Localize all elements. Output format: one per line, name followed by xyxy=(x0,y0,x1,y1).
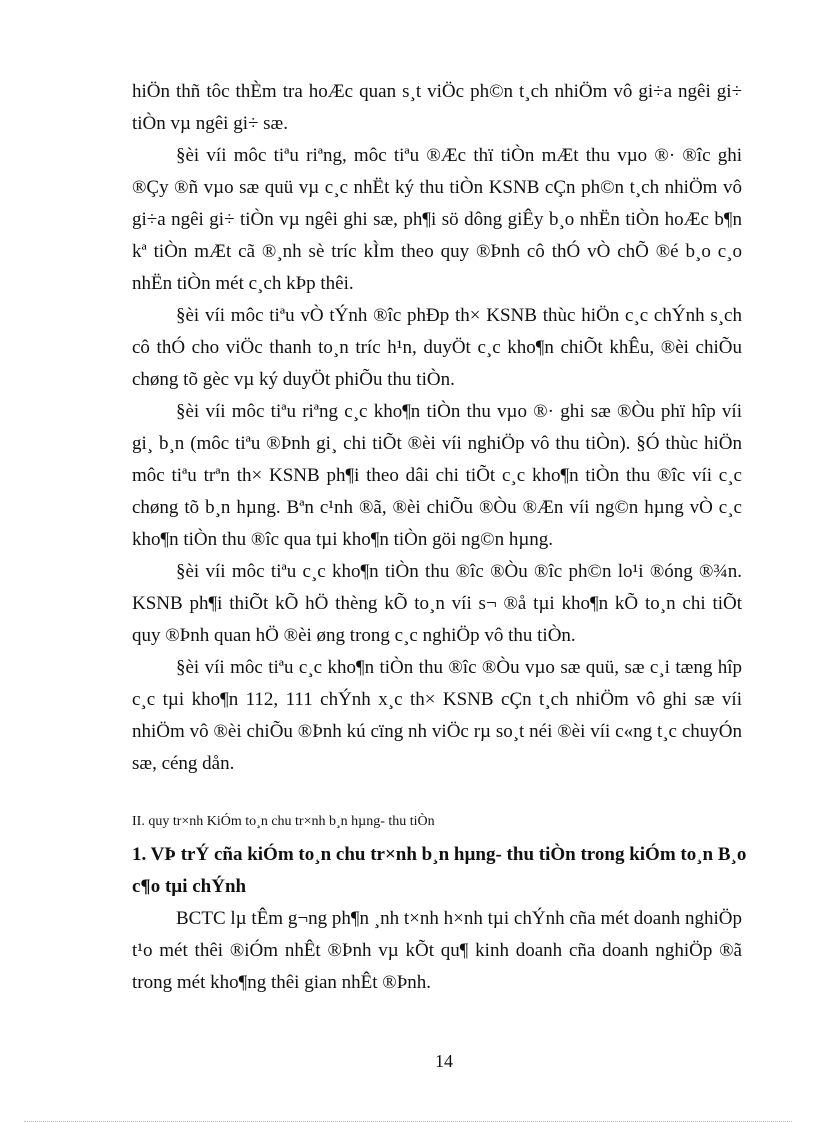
page-number: 14 xyxy=(435,1051,453,1071)
paragraph: §èi víi môc tiªu riªng c¸c kho¶n tiÒn thu vµo ®· ghi sæ ®Òu phï hîp víi gi¸ b¸n (môc tiªu ®Þnh gi¸ chi tiÕt ®èi víi nghiÖp vô thu tiÒn). §Ó thùc hiÖn môc tiªu trªn th× KSNB ph¶i theo dâi chi tiÕt c¸c kho¶n tiÒn thu ®îc víi c¸c chøng tõ b¸n hµng. Bªn c¹nh ®ã, ®èi chiÕu ®Òu ®Æn víi ng©n hµng vÒ c¸c kho¶n tiÒn thu ®îc qua tµi kho¶n tiÒn göi ng©n hµng. xyxy=(132,401,742,550)
closing-body-text xyxy=(132,903,742,999)
paragraph: BCTC lµ tÊm g¬ng ph¶n ¸nh t×nh h×nh tµi chÝnh cña mét doanh nghiÖp t¹o mét thêi ®iÓm nhÊt ®Þnh vµ kÕt qu¶ kinh doanh cña doanh nghiÖp ®ã trong mét kho¶ng thêi gian nhÊt ®Þnh. xyxy=(132,908,742,993)
page-bottom-divider xyxy=(24,1121,792,1122)
paragraph: §èi víi môc tiªu c¸c kho¶n tiÒn thu ®îc ®Òu vµo sæ quü, sæ c¸i tæng hîp c¸c tµi kho¶n 112, 111 chÝnh x¸c th× KSNB cÇn t¸ch nhiÖm vô ghi sæ víi nhiÖm vô ®èi chiÕu ®Þnh kú cïng nh viÖc rµ so¸t néi ®èi víi c«ng t¸c chuyÓn sæ, céng dån. xyxy=(132,657,742,774)
body-text xyxy=(132,76,742,780)
paragraph: §èi víi môc tiªu riªng, môc tiªu ®Æc thï tiÒn mÆt thu vµo ®· ®îc ghi ®Çy ®ñ vµo sæ quü vµ c¸c nhËt ký thu tiÒn KSNB cÇn ph©n t¸ch nhiÖm vô gi÷a ngêi gi÷ tiÒn vµ ngêi ghi sæ, ph¶i sö dông giÊy b¸o nhËn tiÒn hoÆc b¶n kª tiÒn mÆt cã ®¸nh sè tríc kÌm theo quy ®Þnh cô thÓ vÒ chÕ ®é b¸o c¸o nhËn tiÒn mét c¸ch kÞp thêi. xyxy=(132,145,742,294)
section-heading: II. quy tr×nh KiÓm to¸n chu tr×nh b¸n hµng- thu tiÒn xyxy=(132,814,435,829)
paragraph: §èi víi môc tiªu c¸c kho¶n tiÒn thu ®îc ®Òu ®îc ph©n lo¹i ®óng ®¾n. KSNB ph¶i thiÕt kÕ hÖ thèng kÕ to¸n víi s¬ ®å tµi kho¶n kÕ to¸n chi tiÕt quy ®Þnh quan hÖ ®èi øng trong c¸c nghiÖp vô thu tiÒn. xyxy=(132,561,742,646)
paragraph-continuation: hiÖn thñ tôc thÈm tra hoÆc quan s¸t viÖc ph©n t¸ch nhiÖm vô gi÷a ngêi gi÷ tiÒn vµ ngêi gi÷ sæ. xyxy=(132,81,742,134)
subsection-heading: 1. VÞ trÝ cña kiÓm to¸n chu tr×nh b¸n hµng- thu tiÒn trong kiÓm to¸n B¸o c¶o tµi chÝnh xyxy=(132,844,747,897)
paragraph: §èi víi môc tiªu vÒ tÝnh ®îc phÐp th× KSNB thùc hiÖn c¸c chÝnh s¸ch cô thÓ cho viÖc thanh to¸n tríc h¹n, duyÖt c¸c kho¶n chiÕt khÊu, ®èi chiÕu chøng tõ gèc vµ ký duyÖt phiÕu thu tiÒn. xyxy=(132,305,742,390)
